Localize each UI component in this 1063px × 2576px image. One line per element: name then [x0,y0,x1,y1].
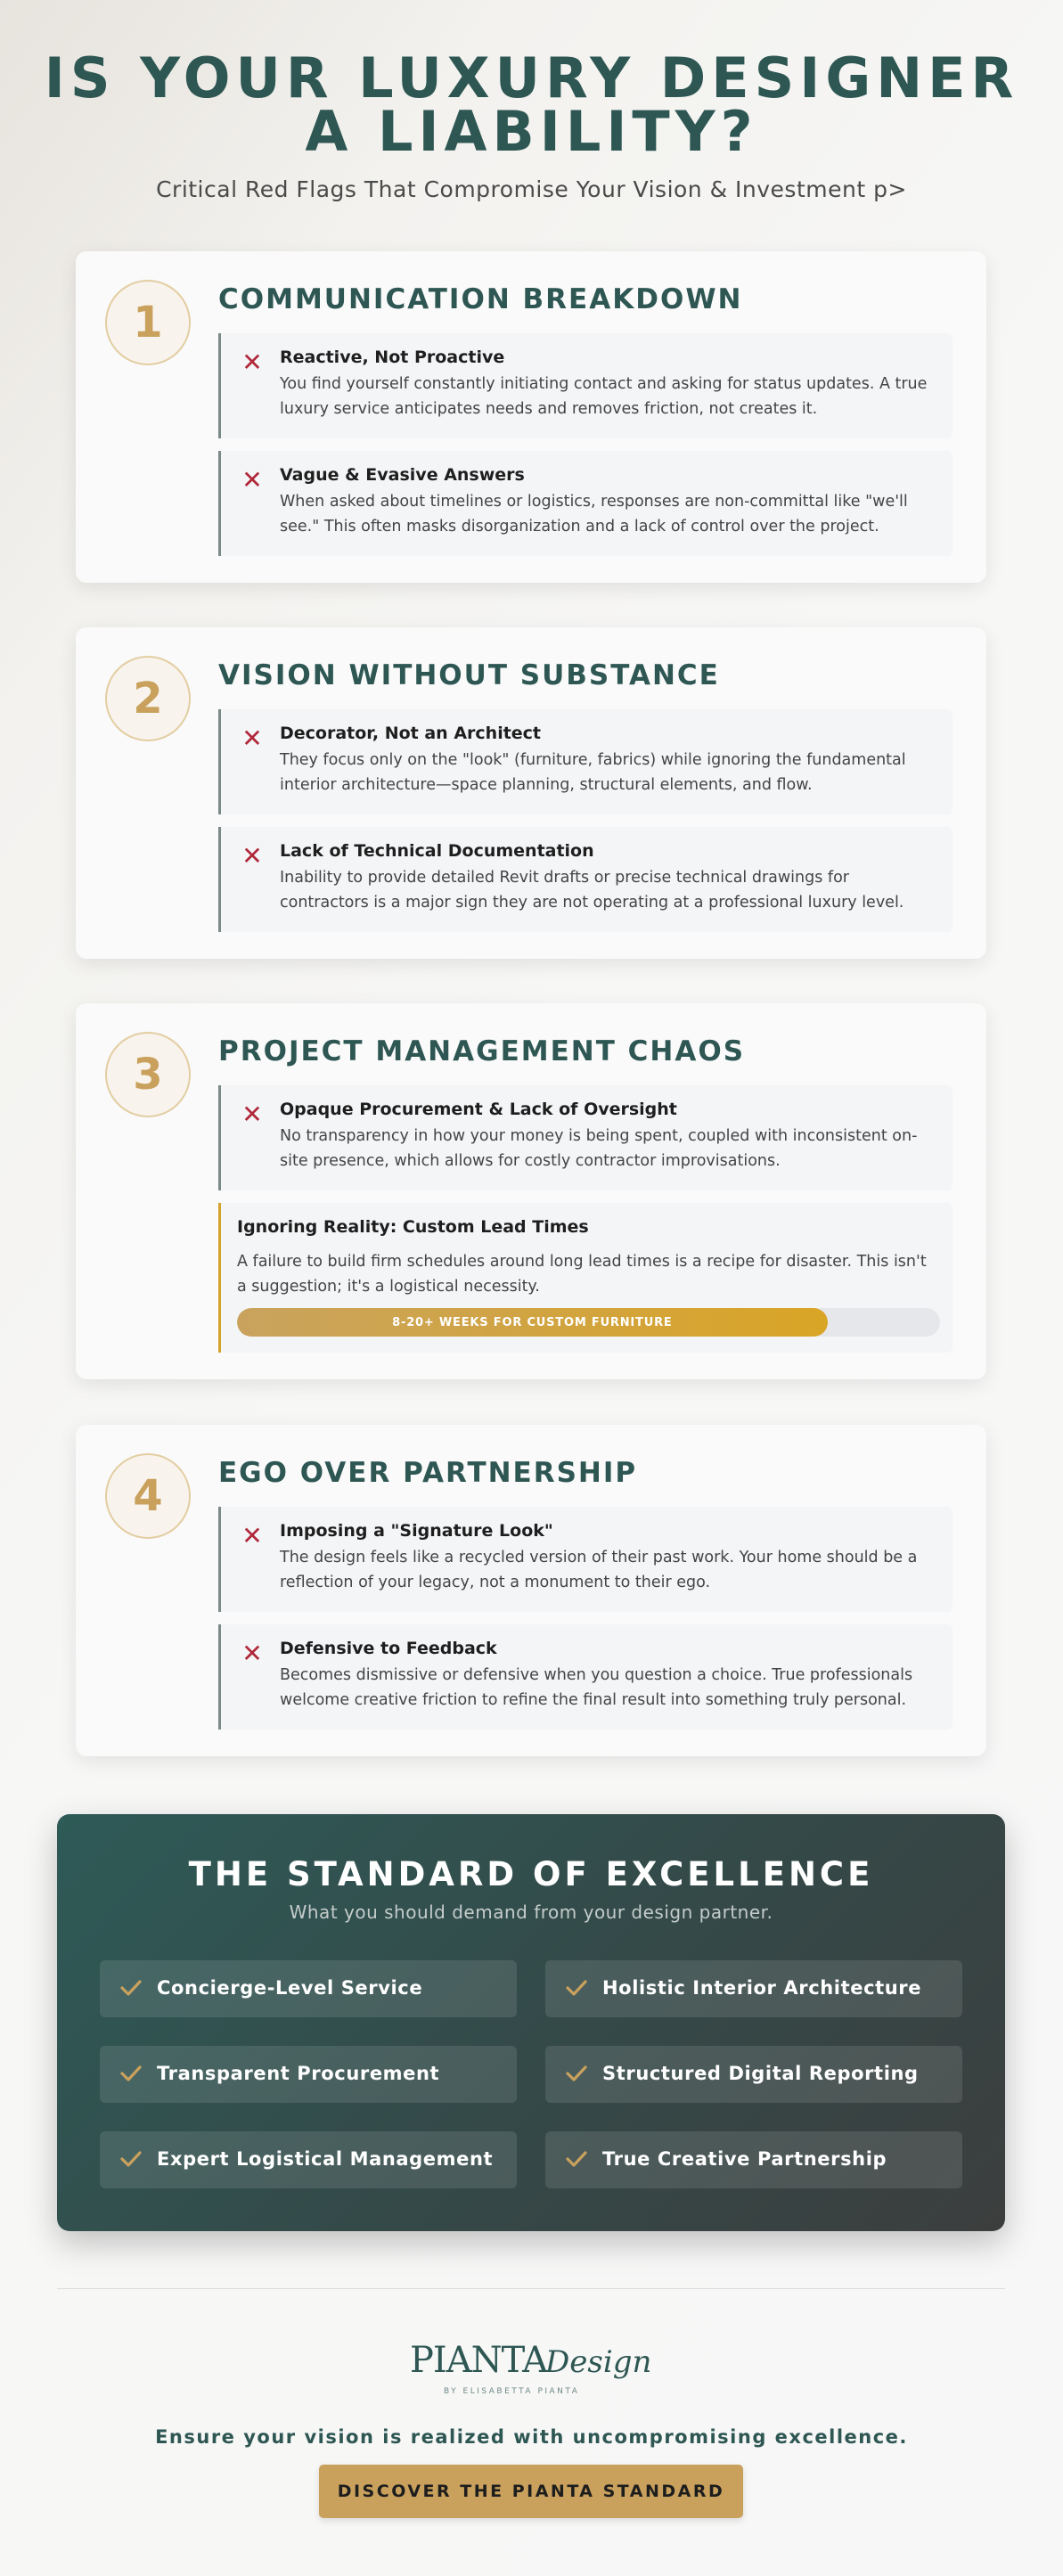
red-flag-title: Opaque Procurement & Lack of Oversight [280,1100,677,1119]
red-flag-title: Lack of Technical Documentation [280,841,594,861]
check-icon [563,2060,590,2087]
x-mark-icon: ✕ [241,465,263,495]
lead-time-alert [218,1203,953,1353]
red-flag-title: Imposing a "Signature Look" [280,1521,553,1541]
excellence-item [100,1960,517,2017]
section-card-communication [76,251,986,583]
red-flag-title: Vague & Evasive Answers [280,465,525,485]
title-line-1: IS YOUR LUXURY DESIGNER [44,45,1019,110]
section-title: PROJECT MANAGEMENT CHAOS [218,1035,746,1067]
excellence-item-label: Concierge-Level Service [157,1977,423,1999]
footer-divider [57,2288,1005,2289]
lead-time-bar-fill [237,1308,828,1337]
alert-title: Ignoring Reality: Custom Lead Times [237,1217,589,1237]
check-icon [563,1975,590,2001]
x-mark-icon: ✕ [241,1639,263,1668]
check-icon [118,1975,144,2001]
section-number: 1 [105,280,191,365]
section-number: 4 [105,1453,191,1539]
red-flag-title: Decorator, Not an Architect [280,724,542,743]
excellence-item-label: True Creative Partnership [602,2148,887,2170]
red-flag-description: They focus only on the "look" (furniture, fabrics) while ignoring the fundamental interior architecture—space planning, structural elements, and flow. [280,751,906,794]
pianta-design-logo [339,2331,724,2402]
red-flag-item [218,1507,953,1612]
red-flag-description: Inability to provide detailed Revit drafts or precise technical drawings for contractors is a major sign they are not operating at a professional luxury level. [280,869,904,912]
excellence-item [545,2046,962,2103]
x-mark-icon: ✕ [241,1100,263,1129]
logo-byline: BY ELISABETTA PIANTA [444,2387,580,2396]
red-flag-description: The design feels like a recycled version of their past work. Your home should be a reflection of your legacy, not a monument to their ego. [280,1549,918,1591]
section-title: EGO OVER PARTNERSHIP [218,1457,638,1489]
red-flag-title: Defensive to Feedback [280,1639,497,1658]
footer-tagline: Ensure your vision is realized with uncompromising excellence. [155,2426,908,2448]
red-flag-description: You find yourself constantly initiating contact and asking for status updates. A true luxury service anticipates needs and removes friction, not creates it. [280,375,928,418]
page-subtitle: Critical Red Flags That Compromise Your Vision & Investment p> [156,176,907,202]
excellence-item-label: Expert Logistical Management [157,2148,494,2170]
page-title [0,45,1063,164]
section-title: COMMUNICATION BREAKDOWN [218,283,743,315]
lead-time-bar-label: 8-20+ WEEKS FOR CUSTOM FURNITURE [392,1315,673,1329]
red-flag-description: Becomes dismissive or defensive when you question a choice. True professionals welcome creative friction to refine the final result into something truly personal. [280,1666,913,1709]
check-icon [118,2060,144,2087]
discover-pianta-standard-button[interactable]: DISCOVER THE PIANTA STANDARD [319,2465,743,2518]
red-flag-item [218,827,953,932]
x-mark-icon: ✕ [241,1521,263,1550]
section-number: 2 [105,656,191,741]
lead-time-bar [237,1308,940,1337]
excellence-item-label: Structured Digital Reporting [602,2063,919,2084]
red-flag-item [218,709,953,814]
red-flag-item [218,1085,953,1190]
excellence-subtitle: What you should demand from your design partner. [289,1901,773,1923]
logo-main: PIANTA [410,2340,547,2381]
excellence-item [100,2046,517,2103]
section-card-ego [76,1425,986,1756]
title-line-2: A LIABILITY? [305,99,758,164]
red-flag-description: No transparency in how your money is being spent, coupled with inconsistent on-site presence, which allows for costly contractor improvisations. [280,1127,918,1170]
excellence-title: THE STANDARD OF EXCELLENCE [188,1855,874,1893]
x-mark-icon: ✕ [241,724,263,753]
section-card-project-management [76,1003,986,1379]
section-card-vision [76,627,986,959]
check-icon [563,2146,590,2172]
red-flag-item [218,451,953,556]
red-flag-item [218,1624,953,1730]
excellence-item [545,1960,962,2017]
check-icon [118,2146,144,2172]
section-number: 3 [105,1032,191,1117]
excellence-item-label: Transparent Procurement [157,2063,440,2084]
standard-of-excellence-panel [57,1814,1005,2231]
red-flag-item [218,333,953,438]
section-title: VISION WITHOUT SUBSTANCE [218,659,720,691]
excellence-item [545,2131,962,2188]
red-flag-description: When asked about timelines or logistics, responses are non-committal like "we'll see." This often masks disorganization and a lack of control over the project. [280,493,908,536]
logo-script: Design [545,2344,652,2380]
x-mark-icon: ✕ [241,348,263,377]
x-mark-icon: ✕ [241,841,263,871]
red-flag-title: Reactive, Not Proactive [280,348,505,367]
excellence-item [100,2131,517,2188]
excellence-item-label: Holistic Interior Architecture [602,1977,922,1999]
alert-description: A failure to build firm schedules around long lead times is a recipe for disaster. This isn't a suggestion; it's a logistical necessity. [237,1253,927,1296]
